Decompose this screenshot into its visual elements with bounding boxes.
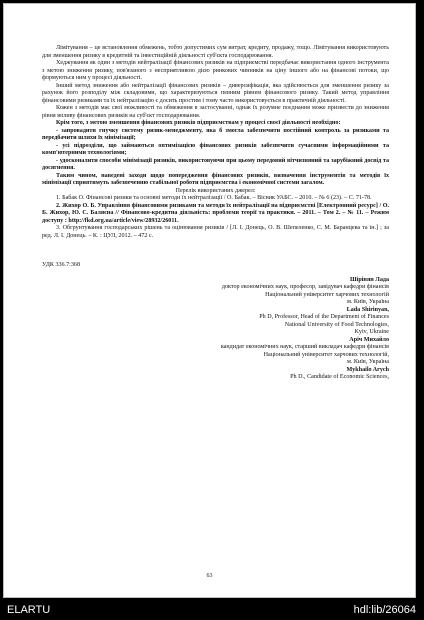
bullet-it-support: - усі підрозділи, що займаються оптимізацією фінансових ризиків забезпечити сучасними інформаційними та комп'ютерними технологіями; xyxy=(42,142,389,156)
reference-item: 3. Обгрунтування господарських рішень та оцінювання ризиків / [Л. І. Донець, О. В. Шепеленко, С. М. Баранцева та ін.] ; за ред. Л. І. Донець. – К. : ЦУЛ, 2012. – 472 с. xyxy=(42,225,389,239)
author-title: доктор економічних наук, професор, завідувач кафедри фінансів xyxy=(221,284,389,290)
footer-handle: hdl:lib/26064 xyxy=(353,604,416,616)
author-title: кандидат економічних наук, старший викладач кафедри фінансів xyxy=(220,344,389,350)
reference-item: 2. Жихор О. Б. Управління фінансовими ризиками та методи їх нейтралізації на підприємстві [Електронний ресурс] / О. Б. Жихор, Ю. С. Баляєна // Фінансово-кредитна діяльність: проблеми теорії та практики. – 2011. – Том 2. – № 11. – Режим доступу : http://fkd.org.ua/article/view/28932/26011. xyxy=(42,202,389,224)
bullet-risk-management: - запровадити гнучку систему ризик-менеджменту, яка б змогла забезпечити постійний контроль за ризиками та передбачити шляхи їх мінімізації; xyxy=(42,127,389,141)
author-block xyxy=(42,277,389,382)
footer-bar xyxy=(0,600,424,620)
author-name-en: Mykhailo Arych xyxy=(346,366,389,373)
bullet-improve-methods: - удосконалити способи мінімізації ризиків, використовуючи при цьому передовий вітчизняний та зарубіжний досвід та досягнення. xyxy=(42,157,389,171)
udk-code: УДК 336.7:368 xyxy=(42,262,80,268)
paragraph-methods-combination: Кожен з методів має свої можливості та обмеження в застосуванні, однак їх розумне поєднання може призвести до зниження рівня впливу фінансових ризиків на суб'єкт господарювання. xyxy=(42,105,389,119)
author-affiliation: Національний університет харчових технологій, xyxy=(263,351,389,358)
paragraph-limiting: Лімітування – це встановлення обмежень, тобто допустимих сум витрат, кредиту, продажу, тощо. Лімітування використовують для зменшення ризику в кредитній та інвестиційній діяльності суб'єкта господарювання. xyxy=(42,45,389,59)
author-affiliation: Національний університет харчових технологій xyxy=(265,291,389,298)
paragraph-measures-intro: Крім того, з метою зменшення фінансових ризиків підприємствам у процесі своєї діяльності необхідно: xyxy=(56,120,341,126)
paragraph-diversification: Інший метод зниження або нейтралізації фінансових ризиків – диверсифікація, яка здійснюється для зменшення ризику за рахунок його розподілу між складовими, що характеризуються певним рівнем фінансового ризику. Такий метод управління фінансовими ризиками та їх нейтралізацію є досить простим і тому часто використовується в практичній діяльності. xyxy=(42,82,389,104)
author-location-en: Kyiv, Ukraine xyxy=(354,329,389,335)
paragraph-conclusion: Таким чином, наведені заходи щодо попередження фінансових ризиків, визначення інструментів та методів їх мінімізації сприятимуть забезпеченню стабільної роботи підприємства і економічної системи загалом. xyxy=(42,172,389,186)
author-location: м. Київ, Україна xyxy=(347,299,389,305)
author-name-en: Lada Shirinyan, xyxy=(346,306,389,313)
page-content xyxy=(42,45,389,382)
footer-repository-label: ELARTU xyxy=(7,604,51,616)
references-heading: Перелік використаних джерел: xyxy=(175,187,256,194)
author-title-en: Ph D., Candidate of Economic Sciences, xyxy=(290,374,389,380)
document-page xyxy=(3,3,416,598)
author-name: Шірінян Лада xyxy=(349,276,389,283)
paragraph-hedging: Хеджування як один з методів нейтралізації фінансових ризиків на підприємстві передбачає використання одного інструмента з метою зниження ризику, пов'язаного з несприятливою дією ринкових чинників на ціну іншого або на фінансові потоки, що формуються ним у процесі діяльності. xyxy=(42,60,389,81)
author-affiliation-en: National University of Food Technologies, xyxy=(284,321,389,328)
author-name: Аріч Михайло xyxy=(349,336,389,343)
page-number: 63 xyxy=(206,573,213,579)
author-title-en: Ph D, Professor, Head of the Department of Finances xyxy=(259,314,389,320)
references-list xyxy=(42,195,389,240)
reference-item: 1. Бабак О. Фінансові ризики та основні методи їх нейтралізації / О. Бабак. – Вісник УАБС. – 2010. – № 6 (23). – С. 71-78. xyxy=(56,195,372,201)
author-location: м. Київ, Україна xyxy=(347,359,389,365)
